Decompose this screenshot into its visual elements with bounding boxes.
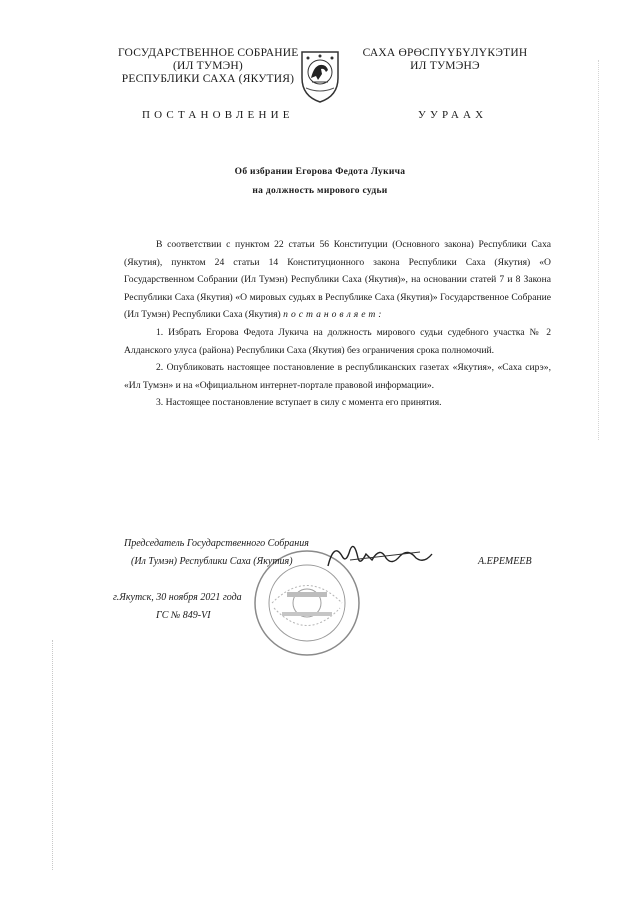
signatory-position-line-2: (Ил Тумэн) Республики Саха (Якутия)	[131, 556, 293, 567]
document-title-line-2: на должность мирового судьи	[252, 186, 388, 196]
header-left-line-2: (ИЛ ТУМЭН)	[173, 60, 243, 72]
doc-type-right: УУРААХ	[418, 109, 488, 121]
header-right	[360, 47, 530, 73]
preamble-paragraph	[124, 236, 551, 324]
handwritten-signature	[320, 536, 440, 576]
item-1: 1. Избрать Егорова Федота Лукича на должность мирового судьи судебного участка № 2 Алданского улуса (района) Республики Саха (Якутия) без ограничения срока полномочий.	[124, 326, 551, 356]
header-left-line-3: РЕСПУБЛИКИ САХА (ЯКУТИЯ)	[121, 73, 295, 85]
doc-type-left: ПОСТАНОВЛЕНИЕ	[142, 109, 294, 121]
scan-edge-right	[598, 60, 600, 440]
item-2: 2. Опубликовать настоящее постановление в республиканских газетах «Якутия», «Саха сирэ», «Ил Тумэн» и на «Официальном интернет-портале правовой информации».	[124, 362, 551, 391]
item-3: 3. Настоящее постановление вступает в силу с момента его принятия.	[156, 397, 442, 409]
coat-of-arms-emblem	[298, 48, 342, 104]
document-body	[124, 236, 551, 412]
preamble-text: В соответствии с пунктом 22 статьи 56 Конституции (Основного закона) Республики Саха (Якутия), пунктом 24 статьи 14 Конституционного закона Республики Саха (Якутия) «О Государственном Собрании (Ил Тумэн) Республики Саха (Якутия)», на основании статей 7 и 8 Закона Республики Саха (Якутия) «О мировых судьях в Республике Саха (Якутия)» Государственное Собрание (Ил Тумэн) Республики Саха (Якутия)	[124, 239, 551, 321]
document-title-line-1: Об избрании Егорова Федота Лукича	[234, 167, 406, 177]
signatory-position-line-1: Председатель Государственного Собрания	[124, 538, 309, 549]
header-right-line-2: ИЛ ТУМЭНЭ	[410, 60, 480, 72]
scan-edge-left	[52, 640, 54, 870]
signatory-name: А.ЕРЕМЕЕВ	[478, 556, 532, 567]
resolves-word: постановляет:	[283, 309, 385, 321]
document-number: ГС № 849-VI	[156, 610, 211, 621]
header-left	[118, 47, 298, 86]
header-left-line-1: ГОСУДАРСТВЕННОЕ СОБРАНИЕ	[118, 47, 299, 59]
place-and-date: г.Якутск, 30 ноября 2021 года	[113, 592, 242, 603]
header-right-line-1: САХА ӨРӨСПҮҮБҮЛҮКЭТИН	[362, 47, 528, 59]
